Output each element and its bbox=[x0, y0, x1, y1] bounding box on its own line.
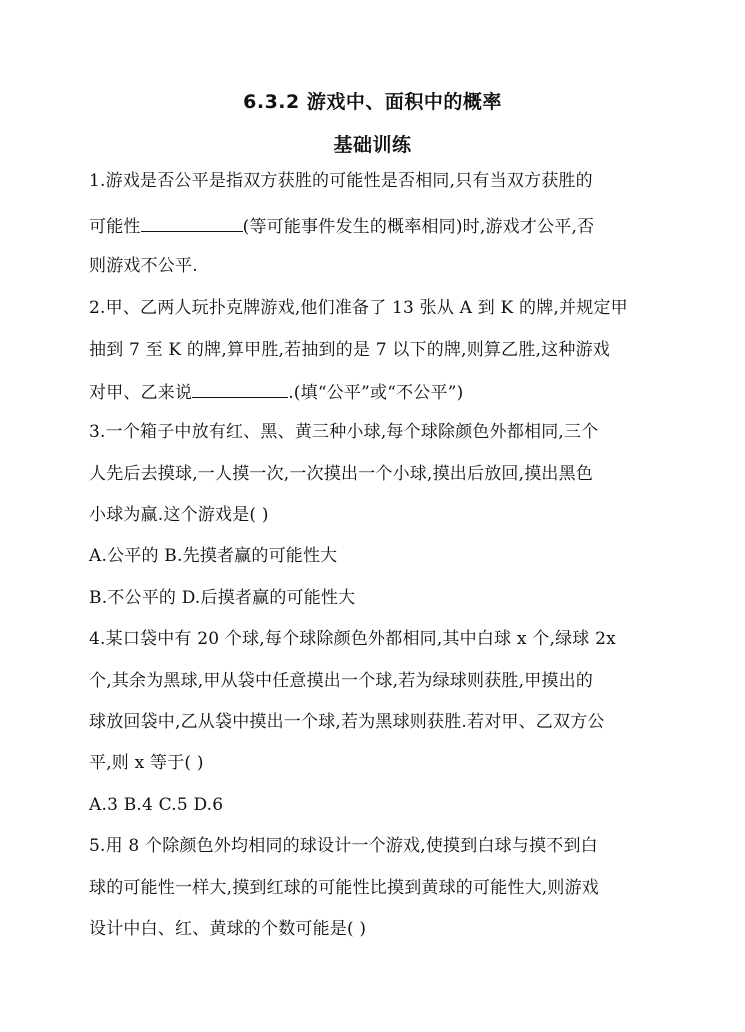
question-2-line-2: 抽到 7 至 K 的牌,算甲胜,若抽到的是 7 以下的牌,则算乙胜,这种游戏 bbox=[89, 340, 610, 360]
question-3-option-b: B.不公平的 D.后摸者赢的可能性大 bbox=[89, 588, 356, 608]
question-1-text-pre: 可能性 bbox=[89, 217, 141, 237]
question-1-answer-blank[interactable] bbox=[141, 213, 243, 232]
question-3-line-3: 小球为赢.这个游戏是( ) bbox=[89, 505, 269, 525]
question-2-text-pre: 对甲、乙来说 bbox=[89, 383, 193, 403]
section-subtitle: 基础训练 bbox=[333, 134, 412, 156]
question-5-line-2: 球的可能性一样大,摸到红球的可能性比摸到黄球的可能性大,则游戏 bbox=[89, 878, 600, 898]
question-4-line-2: 个,其余为黑球,甲从袋中任意摸出一个球,若为绿球则获胜,甲摸出的 bbox=[89, 671, 594, 691]
question-4-line-3: 球放回袋中,乙从袋中摸出一个球,若为黑球则获胜.若对甲、乙双方公 bbox=[89, 712, 605, 732]
question-2-line-3 bbox=[89, 379, 669, 405]
question-1-line-3: 则游戏不公平. bbox=[89, 256, 198, 276]
page-title: 6.3.2 游戏中、面积中的概率 bbox=[243, 91, 502, 113]
question-1-text-post: (等可能事件发生的概率相同)时,游戏才公平,否 bbox=[242, 217, 595, 237]
question-2-text-post: .(填“公平”或“不公平”) bbox=[288, 383, 464, 403]
question-2-line-1: 2.甲、乙两人玩扑克牌游戏,他们准备了 13 张从 A 到 K 的牌,并规定甲 bbox=[89, 298, 628, 318]
question-1-line-1: 1.游戏是否公平是指双方获胜的可能性是否相同,只有当双方获胜的 bbox=[89, 171, 593, 191]
question-5-line-3: 设计中白、红、黄球的个数可能是( ) bbox=[89, 919, 367, 939]
question-4-options: A.3 B.4 C.5 D.6 bbox=[89, 795, 224, 815]
question-3-line-1: 3.一个箱子中放有红、黑、黄三种小球,每个球除颜色外都相同,三个 bbox=[89, 422, 599, 442]
question-3-line-2: 人先后去摸球,一人摸一次,一次摸出一个小球,摸出后放回,摸出黑色 bbox=[89, 464, 594, 484]
question-4-line-4: 平,则 x 等于( ) bbox=[89, 753, 204, 773]
question-4-line-1: 4.某口袋中有 20 个球,每个球除颜色外都相同,其中白球 x 个,绿球 2x bbox=[89, 629, 616, 649]
question-3-option-a: A.公平的 B.先摸者赢的可能性大 bbox=[89, 546, 338, 566]
question-2-answer-blank[interactable] bbox=[192, 379, 288, 398]
question-5-line-1: 5.用 8 个除颜色外均相同的球设计一个游戏,使摸到白球与摸不到白 bbox=[89, 836, 598, 856]
question-1-line-2 bbox=[89, 213, 669, 239]
